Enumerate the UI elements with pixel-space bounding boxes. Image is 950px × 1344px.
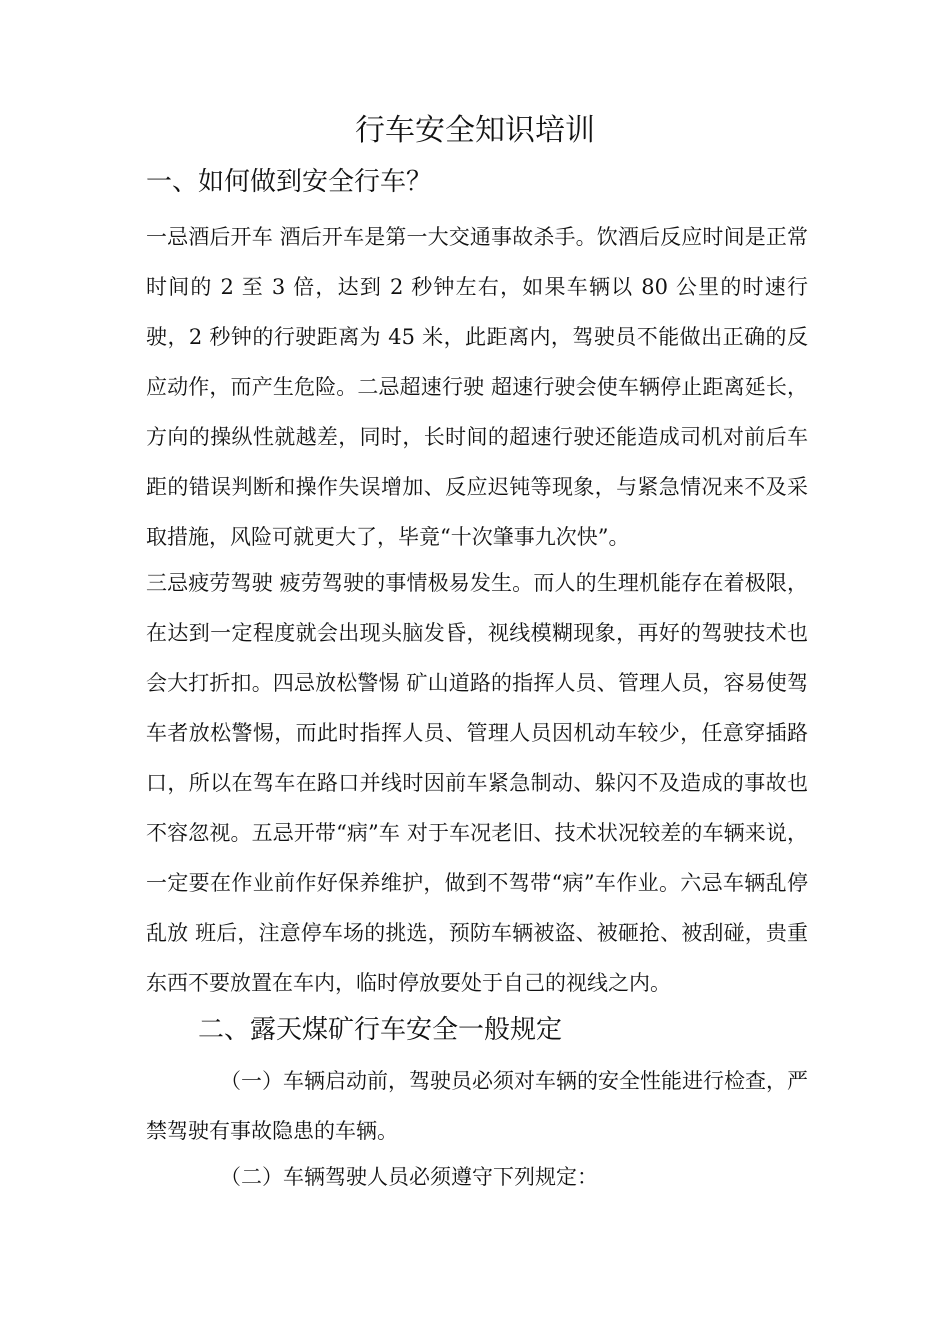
section-1-paragraph-1: 一忌酒后开车 酒后开车是第一大交通事故杀手。饮酒后反应时间是正常时间的 2 至 3 倍，达到 2 秒钟左右，如果车辆以 80 公里的时速行驶，2 秒钟的行驶距离为 45 米，此距离内，驾驶员不能做出正确的反应动作，而产生危险。二忌超速行驶 超速行驶会使车辆停止距离延长，方向的操纵性就越差，同时，长时间的超速行驶还能造成司机对前后车距的错误判断和操作失误增加、反应迟钝等现象，与紧急情况来不及采取措施，风险可就更大了，毕竟“十次肇事九次快”。 xyxy=(146,225,808,549)
section-2-heading: 二、露天煤矿行车安全一般规定 xyxy=(198,1015,563,1045)
document-title: 行车安全知识培训 xyxy=(355,113,595,148)
section-1-heading: 一、如何做到安全行车？ xyxy=(146,167,433,197)
section-2-item-2: （二）车辆驾驶人员必须遵守下列规定： xyxy=(220,1165,598,1189)
section-2-item-1: （一）车辆启动前，驾驶员必须对车辆的安全性能进行检查，严禁驾驶有事故隐患的车辆。 xyxy=(146,1069,808,1143)
section-1-paragraph-2: 三忌疲劳驾驶 疲劳驾驶的事情极易发生。而人的生理机能存在着极限，在达到一定程度就会出现头脑发昏，视线模糊现象，再好的驾驶技术也会大打折扣。四忌放松警惕 矿山道路的指挥人员、管理人员，容易使驾车者放松警惕，而此时指挥人员、管理人员因机动车较少，任意穿插路口，所以在驾车在路口并线时因前车紧急制动、躲闪不及造成的事故也不容忽视。五忌开带“病”车 对于车况老旧、技术状况较差的车辆来说，一定要在作业前作好保养维护，做到不驾带“病”车作业。六忌车辆乱停乱放 班后，注意停车场的挑选，预防车辆被盗、被砸抢、被刮碰，贵重东西不要放置在车内，临时停放要处于自己的视线之内。 xyxy=(146,571,808,995)
